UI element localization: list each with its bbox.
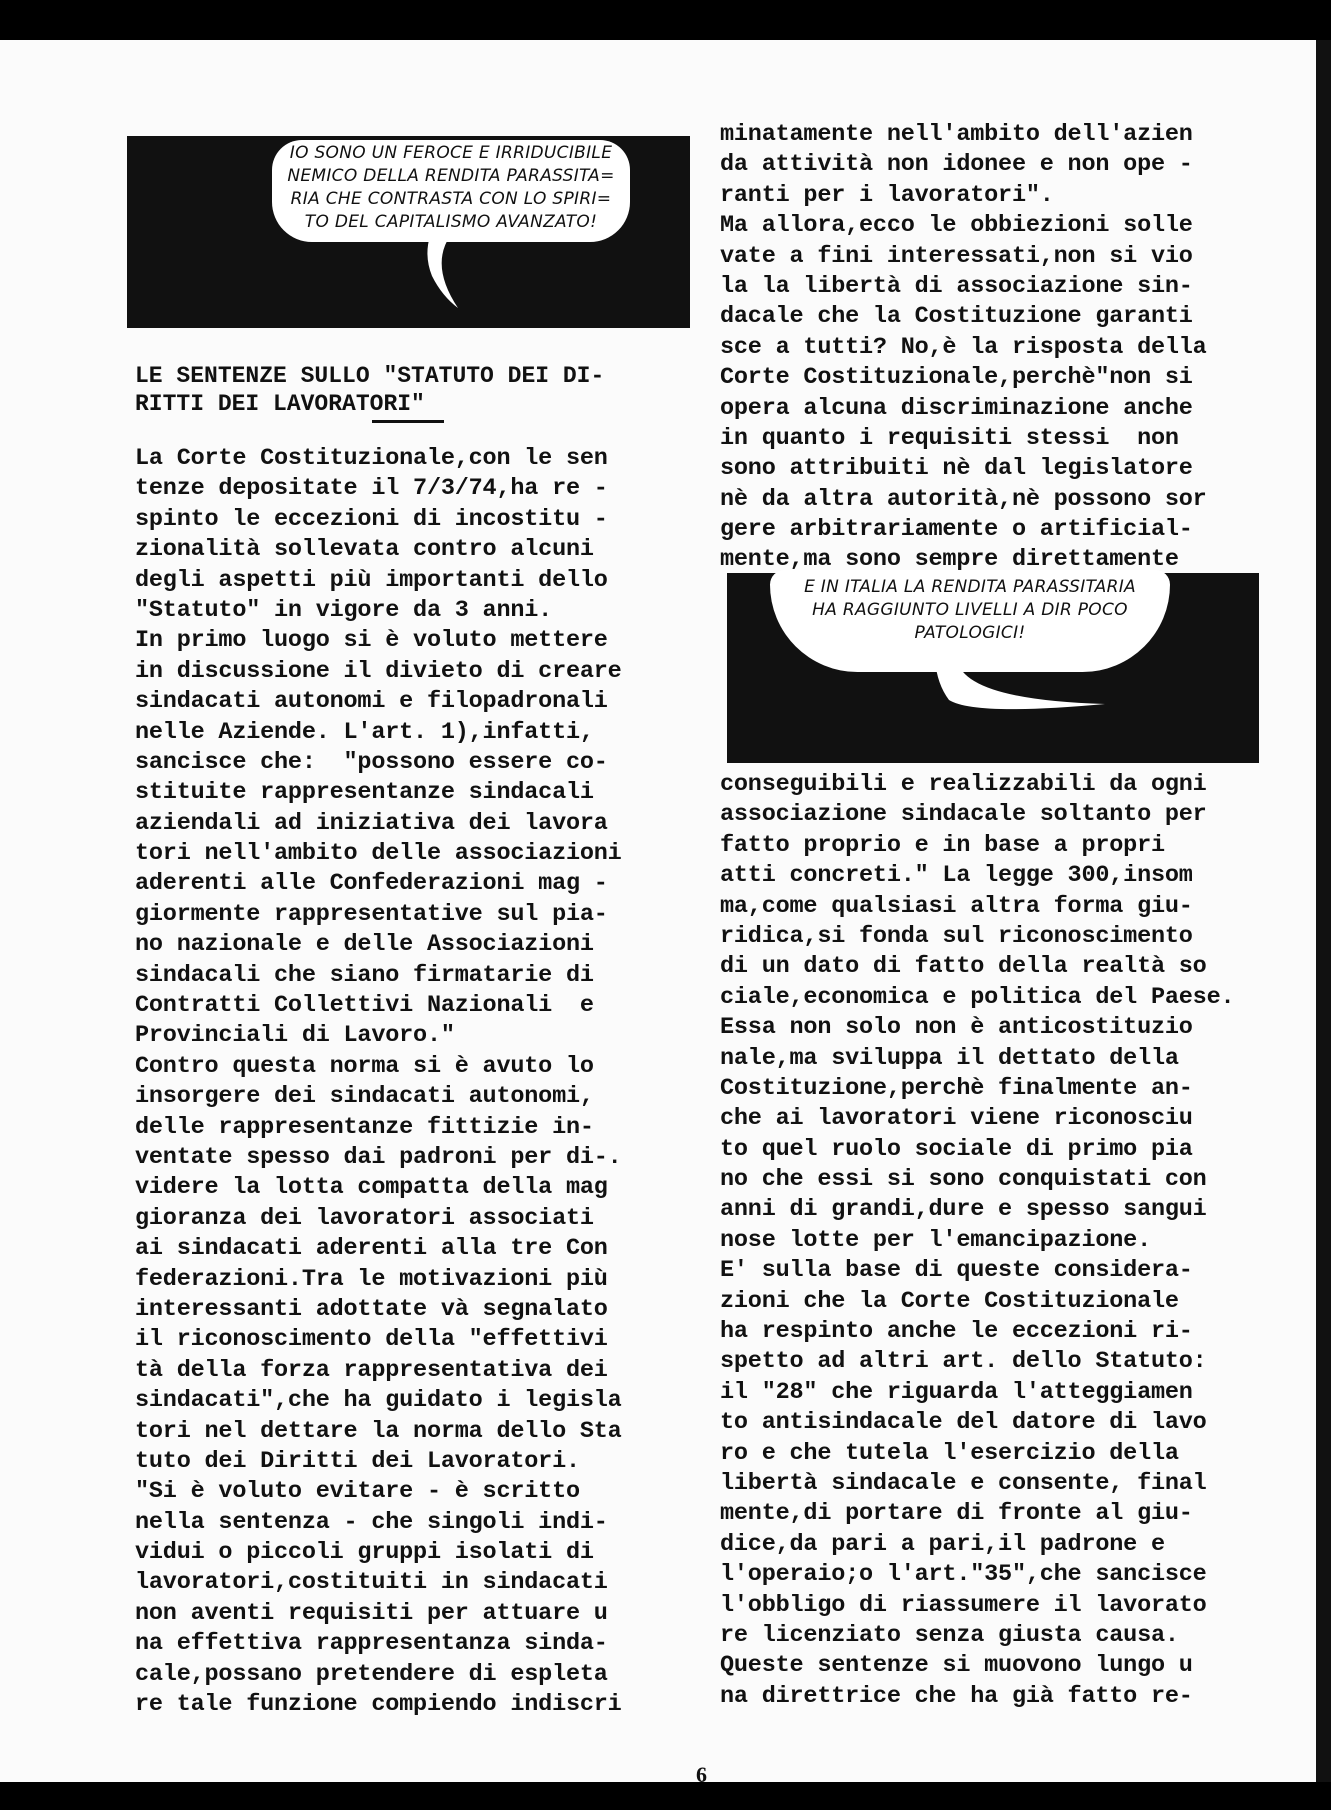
text-line: sancisce che: "possono essere co-: [135, 748, 608, 776]
text-line: il "28" che riguarda l'atteggiamen: [720, 1378, 1193, 1406]
article-heading: [135, 362, 695, 418]
speech-line: TO DEL CAPITALISMO AVANZATO!: [304, 212, 598, 232]
text-line: gere arbitrariamente o artificial-: [720, 516, 1193, 544]
text-line: Corte Costituzionale,perchè"non si: [720, 364, 1193, 392]
text-line: insorgere dei sindacati autonomi,: [135, 1083, 594, 1111]
text-line: giormente rappresentative sul pia-: [135, 900, 608, 928]
text-line: in quanto i requisiti stessi non: [720, 424, 1179, 452]
text-line: in discussione il divieto di creare: [135, 657, 622, 685]
text-line: spetto ad altri art. dello Statuto:: [720, 1348, 1207, 1376]
text-line: La Corte Costituzionale,con le sen: [135, 445, 608, 472]
heading-underline: [372, 420, 444, 423]
text-line: sono attribuiti nè dal legislatore: [720, 455, 1193, 483]
text-line: minatamente nell'ambito dell'azien: [720, 121, 1193, 148]
text-line: non aventi requisiti per attuare u: [135, 1599, 608, 1627]
speech-line: NEMICO DELLA RENDITA PARASSITA=: [287, 166, 615, 186]
text-line: tà della forza rappresentativa dei: [135, 1356, 608, 1384]
text-line: zionalità sollevata contro alcuni: [135, 536, 594, 564]
speech-line: IO SONO UN FEROCE E IRRIDUCIBILE: [289, 143, 613, 163]
text-line: ai sindacati aderenti alla tre Con: [135, 1235, 608, 1263]
text-line: la la libertà di associazione sin-: [720, 272, 1193, 300]
speech-line: HA RAGGIUNTO LIVELLI A DIR POCO: [812, 600, 1128, 620]
text-line: nè da altra autorità,nè possono sor: [720, 485, 1207, 513]
page-edge-strip: [1316, 40, 1331, 1782]
text-line: ciale,economica e politica del Paese.: [720, 983, 1235, 1011]
text-line: lavoratori,costituiti in sindacati: [135, 1569, 608, 1597]
speech-line: RIA CHE CONTRASTA CON LO SPIRI=: [290, 189, 612, 209]
text-line: degli aspetti più importanti dello: [135, 566, 608, 594]
text-line: che ai lavoratori viene riconosciu: [720, 1105, 1193, 1133]
text-line: na effettiva rappresentanza sinda-: [135, 1630, 608, 1658]
text-line: tuto dei Diritti dei Lavoratori.: [135, 1447, 580, 1475]
text-line: re tale funzione compiendo indiscri: [135, 1691, 622, 1719]
text-line: no nazionale e delle Associazioni: [135, 931, 594, 959]
text-line: atti concreti." La legge 300,insom: [720, 862, 1193, 890]
text-line: Provinciali di Lavoro.": [135, 1022, 455, 1050]
text-line: mente,ma sono sempre direttamente: [720, 546, 1179, 574]
text-line: vidui o piccoli gruppi isolati di: [135, 1539, 594, 1567]
text-line: di un dato di fatto della realtà so: [720, 953, 1207, 981]
text-line: mente,di portare di fronte al giu-: [720, 1500, 1193, 1528]
speech-bubble-tail-1: [420, 236, 480, 326]
speech-line: E IN ITALIA LA RENDITA PARASSITARIA: [804, 577, 1136, 597]
text-line: E' sulla base di queste considera-: [720, 1257, 1193, 1285]
text-line: Contro questa norma si è avuto lo: [135, 1052, 594, 1080]
speech-bubble-1: [272, 140, 630, 242]
text-line: videre la lotta compatta della mag: [135, 1174, 608, 1202]
text-line: sce a tutti? No,è la risposta della: [720, 333, 1207, 361]
text-line: da attività non idonee e non ope -: [720, 151, 1193, 179]
text-line: conseguibili e realizzabili da ogni: [720, 771, 1207, 798]
text-line: Costituzione,perchè finalmente an-: [720, 1074, 1193, 1102]
article-right-column-bottom: [720, 770, 1280, 1712]
text-line: nella sentenza - che singoli indi-: [135, 1508, 608, 1536]
text-line: no che essi si sono conquistati con: [720, 1166, 1207, 1194]
text-line: Contratti Collettivi Nazionali e: [135, 992, 594, 1020]
text-line: dice,da pari a pari,il padrone e: [720, 1530, 1165, 1558]
text-line: tori nell'ambito delle associazioni: [135, 840, 622, 868]
text-line: to quel ruolo sociale di primo pia: [720, 1135, 1193, 1163]
article-left-column: [135, 444, 695, 1720]
text-line: vate a fini interessati,non si vio: [720, 242, 1193, 270]
text-line: sindacali che siano firmatarie di: [135, 961, 594, 989]
text-line: In primo luogo si è voluto mettere: [135, 627, 608, 655]
text-line: stituite rappresentanze sindacali: [135, 779, 594, 807]
text-line: associazione sindacale soltanto per: [720, 801, 1207, 829]
text-line: nelle Aziende. L'art. 1),infatti,: [135, 718, 594, 746]
text-line: ranti per i lavoratori".: [720, 181, 1054, 209]
text-line: anni di grandi,dure e spesso sangui: [720, 1196, 1207, 1224]
page-number: 6: [696, 1762, 707, 1787]
text-line: opera alcuna discriminazione anche: [720, 394, 1193, 422]
text-line: zioni che la Corte Costituzionale: [720, 1287, 1179, 1315]
text-line: l'obbligo di riassumere il lavorato: [720, 1591, 1207, 1619]
text-line: tenze depositate il 7/3/74,ha re -: [135, 475, 608, 503]
article-right-column-top: [720, 120, 1280, 576]
text-line: gioranza dei lavoratori associati: [135, 1204, 594, 1232]
text-line: Essa non solo non è anticostituzio: [720, 1014, 1193, 1042]
heading-line: LE SENTENZE SULLO "STATUTO DEI DI-: [135, 363, 605, 389]
text-line: aderenti alle Confederazioni mag -: [135, 870, 608, 898]
text-line: ventate spesso dai padroni per di-.: [135, 1143, 622, 1171]
text-line: interessanti adottate và segnalato: [135, 1295, 608, 1323]
text-line: sindacati autonomi e filopadronali: [135, 688, 608, 716]
text-line: na direttrice che ha già fatto re-: [720, 1682, 1193, 1710]
text-line: ro e che tutela l'esercizio della: [720, 1439, 1179, 1467]
text-line: ridica,si fonda sul riconoscimento: [720, 922, 1193, 950]
text-line: re licenziato senza giusta causa.: [720, 1621, 1179, 1649]
text-line: nale,ma sviluppa il dettato della: [720, 1044, 1179, 1072]
speech-line: PATOLOGICI!: [914, 623, 1026, 643]
text-line: to antisindacale del datore di lavo: [720, 1409, 1207, 1437]
text-line: nose lotte per l'emancipazione.: [720, 1226, 1151, 1254]
text-line: cale,possano pretendere di espleta: [135, 1660, 608, 1688]
text-line: federazioni.Tra le motivazioni più: [135, 1265, 608, 1293]
speech-bubble-2: [770, 570, 1170, 672]
text-line: sindacati",che ha guidato i legisla: [135, 1387, 622, 1415]
text-line: tori nel dettare la norma dello Sta: [135, 1417, 622, 1445]
text-line: Queste sentenze si muovono lungo u: [720, 1652, 1193, 1680]
speech-bubble-tail-2: [935, 660, 1115, 720]
text-line: ha respinto anche le eccezioni ri-: [720, 1318, 1193, 1346]
text-line: "Si è voluto evitare - è scritto: [135, 1478, 580, 1506]
text-line: delle rappresentanze fittizie in-: [135, 1113, 594, 1141]
text-line: il riconoscimento della "effettivi: [135, 1326, 608, 1354]
text-line: dacale che la Costituzione garanti: [720, 303, 1193, 331]
text-line: libertà sindacale e consente, final: [720, 1469, 1207, 1497]
text-line: ma,come qualsiasi altra forma giu-: [720, 892, 1193, 920]
heading-line: RITTI DEI LAVORATORI": [135, 391, 425, 417]
text-line: aziendali ad iniziativa dei lavora: [135, 809, 608, 837]
text-line: "Statuto" in vigore da 3 anni.: [135, 596, 553, 624]
text-line: l'operaio;o l'art."35",che sancisce: [720, 1561, 1207, 1589]
text-line: Ma allora,ecco le obbiezioni solle: [720, 212, 1193, 240]
text-line: fatto proprio e in base a propri: [720, 831, 1165, 859]
text-line: spinto le eccezioni di incostitu -: [135, 505, 608, 533]
